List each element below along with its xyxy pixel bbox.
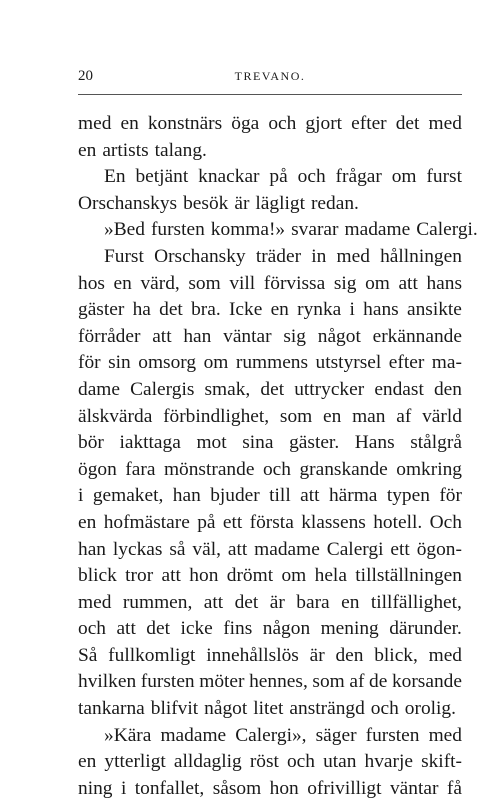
word: tror	[125, 565, 154, 587]
word: fursten	[140, 671, 195, 693]
text-line	[78, 271, 462, 298]
word: som	[279, 405, 313, 427]
word: hans	[426, 272, 462, 294]
word: om	[203, 352, 229, 374]
word: väntar	[389, 777, 439, 799]
word: det	[234, 591, 259, 613]
word: skift-	[421, 751, 462, 773]
word: med	[428, 644, 462, 666]
word: det	[260, 378, 285, 400]
word: madame	[344, 219, 411, 241]
text-line	[78, 457, 462, 484]
word: gjort	[305, 113, 343, 134]
word: och	[297, 166, 326, 188]
text-line	[78, 776, 462, 802]
word: omkring	[396, 458, 462, 480]
word: att	[152, 325, 172, 347]
word: en	[270, 299, 289, 321]
word: ansträngd	[289, 698, 365, 720]
word: rummens	[235, 352, 309, 374]
word: redan.	[310, 192, 359, 214]
word: röst	[249, 751, 279, 773]
word: En	[104, 166, 126, 188]
word: Calergi»,	[235, 724, 307, 746]
word: om	[391, 166, 417, 188]
word: besök	[183, 192, 229, 214]
word: Calergi	[326, 538, 384, 560]
word: väl,	[192, 538, 221, 560]
text-line	[78, 537, 462, 564]
word: någon	[262, 618, 311, 640]
word: tillställningen	[355, 565, 462, 587]
text-line	[78, 217, 478, 244]
text-line	[78, 696, 462, 723]
word: på	[269, 166, 288, 188]
word: artists	[102, 139, 149, 161]
word: af	[349, 671, 365, 693]
word: tillfällighet,	[370, 591, 462, 613]
text-line	[78, 616, 462, 643]
word: vill	[229, 272, 256, 294]
word: till	[269, 485, 291, 507]
word: iakttaga	[119, 432, 181, 454]
text-line	[78, 350, 462, 377]
word: med	[78, 591, 112, 613]
text-line	[78, 749, 462, 776]
text-line	[78, 430, 462, 457]
word: med	[78, 113, 112, 134]
word: det	[395, 113, 420, 134]
word: blick	[78, 565, 117, 587]
word: hon	[189, 565, 219, 587]
word: han	[183, 325, 212, 347]
word: sin	[108, 352, 131, 374]
word: värd,	[140, 272, 180, 294]
word: älskvärda	[78, 405, 153, 427]
word: ma-	[431, 352, 462, 374]
word: smak,	[204, 378, 251, 400]
word: gemaket,	[92, 485, 164, 507]
word: in	[311, 245, 327, 267]
word: hans	[363, 299, 399, 321]
word: om	[365, 272, 390, 294]
word: mönstrande	[163, 458, 255, 480]
word: stålgrå	[410, 432, 462, 454]
word: att	[300, 485, 320, 507]
word: komma!»	[210, 219, 286, 241]
text-line	[78, 669, 462, 696]
word: Orschansky	[154, 245, 246, 267]
word: bjuder	[210, 485, 260, 507]
word: talang.	[154, 139, 207, 161]
word: mot	[196, 432, 227, 454]
word: med	[428, 113, 462, 134]
word: hvilken	[78, 671, 137, 693]
word: och	[268, 113, 297, 134]
word: en	[78, 139, 97, 161]
word: ett	[390, 538, 410, 560]
word: hos	[78, 272, 105, 294]
word: bara	[296, 591, 330, 613]
text-line	[78, 244, 462, 271]
word: med	[428, 724, 462, 746]
word: för	[439, 485, 462, 507]
word: granskande	[299, 458, 388, 480]
word: om	[281, 565, 307, 587]
word: erkännande	[372, 325, 462, 347]
text-line	[78, 164, 462, 191]
word: blifvit	[150, 698, 199, 720]
word: som	[312, 671, 345, 693]
word: madame	[254, 538, 320, 560]
word: orolig.	[404, 698, 456, 720]
word: det	[159, 299, 183, 321]
word: och	[286, 751, 315, 773]
word: är	[269, 591, 285, 613]
word: en	[341, 591, 360, 613]
word: han	[78, 538, 106, 560]
word: han	[172, 485, 201, 507]
word: i	[120, 777, 127, 799]
word: svarar	[291, 219, 339, 241]
word: betjänt	[135, 166, 189, 188]
word: som	[188, 272, 221, 294]
word: Så	[78, 644, 98, 666]
word: ögon-	[416, 538, 462, 560]
body-text	[78, 111, 478, 802]
word: ofrivilligt	[307, 777, 382, 799]
word: något	[204, 698, 248, 720]
word: bör	[78, 432, 104, 454]
word: träder	[255, 245, 302, 267]
word: omsorg	[138, 352, 197, 374]
text-line	[78, 510, 462, 537]
text-line	[78, 643, 462, 670]
word: bra.	[191, 299, 221, 321]
text-line	[78, 590, 462, 617]
word: öga	[231, 113, 260, 134]
word: med	[336, 245, 370, 267]
word: förråder	[78, 325, 141, 347]
text-line	[78, 138, 462, 165]
word: något	[317, 325, 361, 347]
word: mening	[320, 618, 379, 640]
word: fara	[125, 458, 156, 480]
word: typen	[386, 485, 430, 507]
word: endast	[374, 378, 424, 400]
word: en	[113, 272, 132, 294]
page-number: 20	[78, 68, 93, 84]
text-line	[78, 191, 462, 218]
word: ansikte	[406, 299, 462, 321]
word: frågar	[335, 166, 382, 188]
word: fursten	[150, 219, 205, 241]
word: en	[120, 113, 139, 134]
word: madame	[160, 724, 227, 746]
word: är	[309, 644, 325, 666]
word: och	[262, 458, 291, 480]
word: säger	[315, 724, 357, 746]
word: hållningen	[380, 245, 462, 267]
word: hon	[269, 777, 299, 799]
word: och	[370, 698, 399, 720]
word: klassens	[301, 511, 366, 533]
word: att	[116, 618, 136, 640]
text-line	[78, 324, 462, 351]
word: sig	[333, 272, 357, 294]
word: korsande	[391, 671, 462, 693]
word: lägligt	[255, 192, 305, 214]
word: Hans	[354, 432, 395, 454]
word: hennes,	[249, 671, 308, 693]
word: förvissa	[263, 272, 326, 294]
word: hofmästare	[103, 511, 190, 533]
word: rummen,	[122, 591, 193, 613]
word: tonfallet,	[134, 777, 205, 799]
word: ning	[78, 777, 113, 799]
word: därunder.	[389, 618, 462, 640]
word: blick,	[374, 644, 418, 666]
word: sina	[242, 432, 274, 454]
word: hela	[314, 565, 347, 587]
word: Orschanskys	[78, 192, 178, 214]
word: härma	[328, 485, 378, 507]
running-head: TREVANO.	[234, 69, 306, 83]
word: det	[146, 618, 170, 640]
word: fursten	[365, 724, 420, 746]
word: såsom	[212, 777, 262, 799]
word: innehållslös	[206, 644, 299, 666]
word: ett	[222, 511, 243, 533]
word: för	[78, 352, 101, 374]
word: man	[352, 405, 386, 427]
page-header	[78, 68, 462, 90]
word: furst	[426, 166, 462, 188]
word: så	[169, 538, 186, 560]
word: att	[227, 538, 248, 560]
word: alldaglig	[173, 751, 242, 773]
word: den	[335, 644, 364, 666]
word: hvarje	[364, 751, 413, 773]
word: Calergis	[130, 378, 195, 400]
word: »Kära	[104, 724, 152, 746]
text-line	[78, 297, 462, 324]
word: gäster	[78, 299, 125, 321]
word: förbindlighet,	[163, 405, 270, 427]
word: och	[78, 618, 106, 640]
text-line	[78, 377, 462, 404]
word: möter	[199, 671, 245, 693]
header-rule	[78, 94, 462, 95]
word: att	[398, 272, 418, 294]
word: hotell.	[373, 511, 423, 533]
word: gäster.	[289, 432, 340, 454]
word: de	[369, 671, 388, 693]
word: lyckas	[112, 538, 163, 560]
word: i	[78, 485, 84, 507]
text-line	[78, 723, 462, 750]
word: få	[446, 777, 462, 799]
text-line	[78, 111, 462, 138]
word: den	[433, 378, 462, 400]
word: Icke	[228, 299, 263, 321]
word: konstnärs	[147, 113, 223, 134]
word: att	[203, 591, 224, 613]
word: värld	[422, 405, 462, 427]
word: en	[78, 751, 97, 773]
word: ytterligt	[104, 751, 166, 773]
word: fins	[223, 618, 253, 640]
word: i	[349, 299, 355, 321]
word: utstyrsel	[315, 352, 382, 374]
word: väntar	[223, 325, 272, 347]
word: att	[161, 565, 181, 587]
word: knackar	[198, 166, 260, 188]
word: ögon	[78, 458, 117, 480]
word: efter	[388, 352, 425, 374]
word: utan	[323, 751, 357, 773]
word: ha	[132, 299, 151, 321]
word: Furst	[104, 245, 144, 267]
word: af	[396, 405, 412, 427]
text-line	[78, 483, 462, 510]
word: icke	[180, 618, 213, 640]
word: »Bed	[104, 219, 145, 241]
word: tankarna	[78, 698, 145, 720]
word: dame	[78, 378, 120, 400]
word: drömt	[226, 565, 274, 587]
text-line	[78, 563, 462, 590]
text-line	[78, 404, 462, 431]
word: fullkomligt	[108, 644, 196, 666]
word: Calergi.	[416, 219, 478, 241]
word: en	[78, 511, 97, 533]
word: första	[249, 511, 294, 533]
word: en	[323, 405, 342, 427]
word: uttrycker	[294, 378, 365, 400]
word: sig	[283, 325, 306, 347]
word: efter	[351, 113, 387, 134]
word: litet	[253, 698, 284, 720]
word: rynka	[297, 299, 342, 321]
word: Och	[429, 511, 462, 533]
word: på	[197, 511, 216, 533]
word: är	[234, 192, 250, 214]
